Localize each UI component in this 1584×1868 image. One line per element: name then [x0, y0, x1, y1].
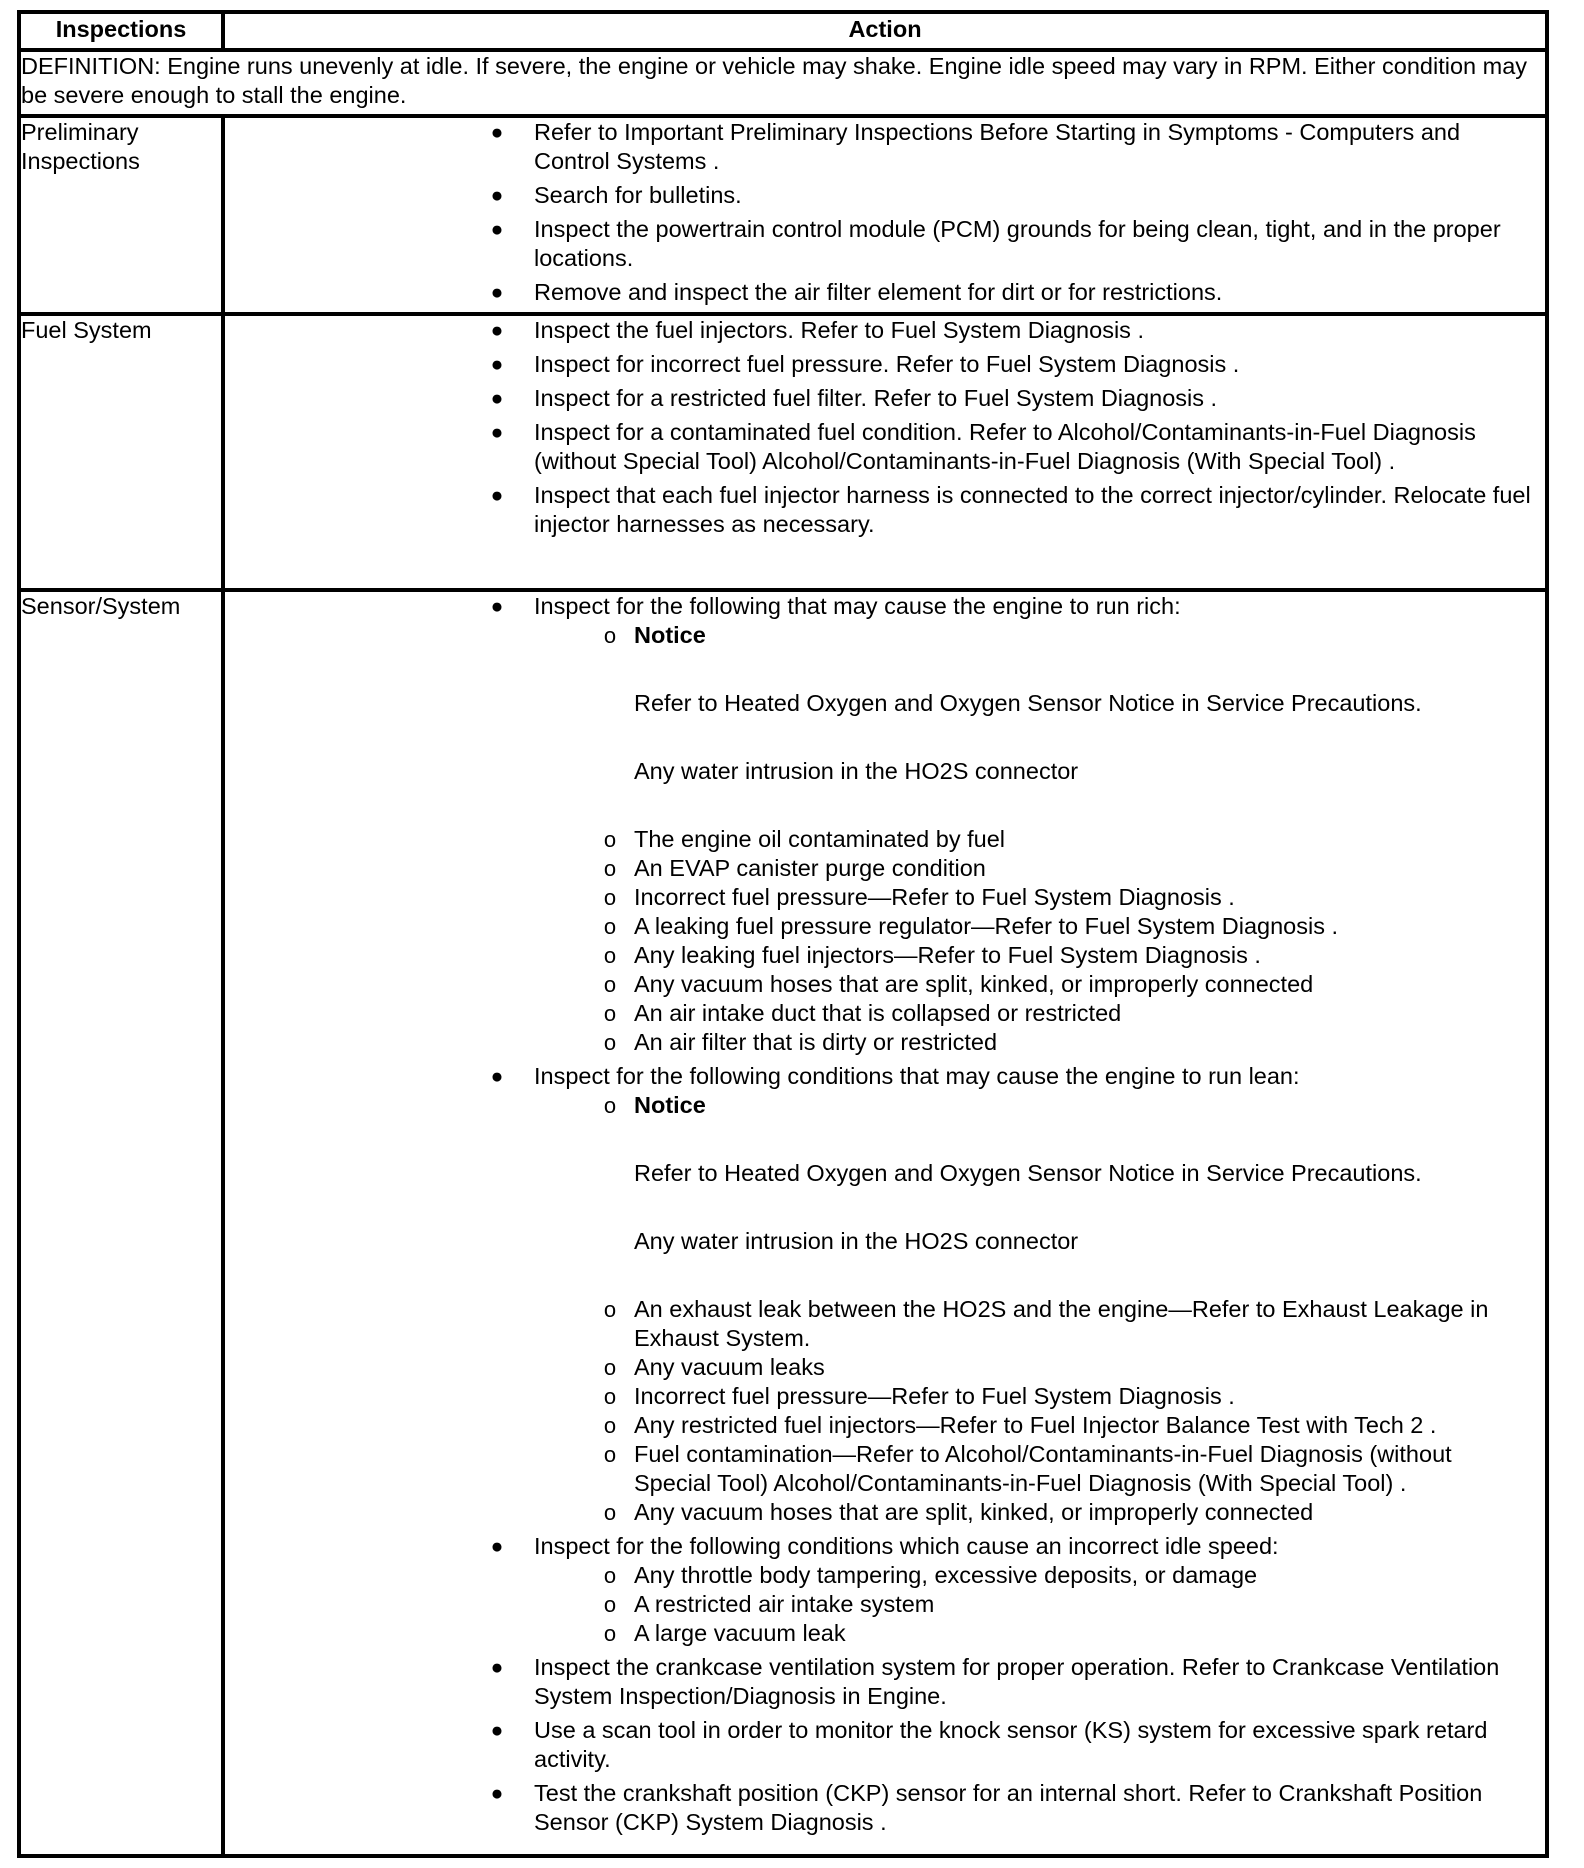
sub-bullet-icon: o — [603, 1442, 617, 1467]
sub-list-item: o Any vacuum hoses that are split, kinked, or improperly connected — [225, 970, 1537, 999]
action-cell — [223, 590, 1547, 1856]
sub-list — [534, 1561, 1537, 1648]
sub-list-item: o Any vacuum hoses that are split, kinked, or improperly connected — [225, 1498, 1537, 1527]
sub-bullet-icon: o — [603, 972, 617, 997]
row-label: Sensor/System — [19, 590, 223, 1856]
list-item: ● Inspect that each fuel injector harness is connected to the correct injector/cylinder. Relocate fuel injector harnesses as necessary. — [225, 481, 1545, 539]
bullet-list — [225, 592, 1545, 1837]
sub-bullet-icon: o — [603, 1592, 617, 1617]
sub-bullet-icon: o — [603, 1355, 617, 1380]
notice-title: Notice — [634, 1092, 706, 1118]
definition-row — [19, 50, 1547, 116]
bullet-icon: ● — [490, 1535, 504, 1558]
list-item: ● Remove and inspect the air filter element for dirt or for restrictions. — [225, 278, 1545, 307]
notice-text: Refer to Heated Oxygen and Oxygen Sensor Notice in Service Precautions. — [634, 1160, 1422, 1186]
header-row — [19, 12, 1547, 50]
bullet-icon: ● — [490, 595, 504, 618]
definition-text: DEFINITION: Engine runs unevenly at idle. If severe, the engine or vehicle may shake. Engine idle speed may vary in RPM. Either condition may be severe enough to stall the engine. — [19, 50, 1547, 116]
bullet-icon: ● — [490, 184, 504, 207]
list-item: ● Inspect for a contaminated fuel condition. Refer to Alcohol/Contaminants-in-Fuel Diagnosis (without Special Tool) Alcohol/Contaminants-in-Fuel Diagnosis (With Special Tool) . — [225, 418, 1545, 476]
sub-bullet-icon: o — [603, 885, 617, 910]
bullet-icon: ● — [490, 1656, 504, 1679]
list-item: ● Search for bulletins. — [225, 181, 1545, 210]
sub-bullet-icon: o — [603, 1621, 617, 1646]
action-cell — [223, 116, 1547, 314]
list-item: ● Inspect the powertrain control module (PCM) grounds for being clean, tight, and in the proper locations. — [225, 215, 1545, 273]
sub-list-item: o A leaking fuel pressure regulator—Refer to Fuel System Diagnosis . — [225, 912, 1537, 941]
sub-list-item: o An exhaust leak between the HO2S and the engine—Refer to Exhaust Leakage in Exhaust System. — [225, 1295, 1537, 1353]
row-label: Preliminary Inspections — [19, 116, 223, 314]
action-cell — [223, 314, 1547, 590]
bullet-icon: ● — [490, 319, 504, 342]
sub-bullet-icon: o — [603, 1563, 617, 1588]
sub-bullet-icon: o — [603, 1500, 617, 1525]
bullet-icon: ● — [490, 281, 504, 304]
sub-list-item: o A restricted air intake system — [225, 1590, 1537, 1619]
list-item: ● Inspect the crankcase ventilation system for proper operation. Refer to Crankcase Ventilation System Inspection/Diagnosis in Engine. — [225, 1653, 1545, 1711]
diagnostic-table — [17, 10, 1549, 1858]
list-item: ● Test the crankshaft position (CKP) sensor for an internal short. Refer to Crankshaft Position Sensor (CKP) System Diagnosis . — [225, 1779, 1545, 1837]
bullet-icon: ● — [490, 484, 504, 507]
sub-bullet-icon: o — [603, 1030, 617, 1055]
sub-bullet-icon: o — [603, 1384, 617, 1409]
sub-list-item: o An air filter that is dirty or restricted — [225, 1028, 1537, 1057]
list-item-idle: ● Inspect for the following conditions which cause an incorrect idle speed: o Any throttle body tampering, excessive deposits, or damage o A restricted air intake system o A large vacuum leak — [225, 1532, 1545, 1648]
sub-list-item: o Incorrect fuel pressure—Refer to Fuel System Diagnosis . — [225, 883, 1537, 912]
sub-list — [534, 1091, 1537, 1527]
list-item: ● Use a scan tool in order to monitor the knock sensor (KS) system for excessive spark retard activity. — [225, 1716, 1545, 1774]
bullet-icon: ● — [490, 121, 504, 144]
bullet-icon: ● — [490, 218, 504, 241]
sub-list-item: o Incorrect fuel pressure—Refer to Fuel System Diagnosis . — [225, 1382, 1537, 1411]
table-row-sensor-system — [19, 590, 1547, 1856]
bullet-list — [225, 118, 1545, 307]
notice-detail: Any water intrusion in the HO2S connector — [634, 1228, 1079, 1254]
bullet-icon: ● — [490, 1782, 504, 1805]
list-item: ● Refer to Important Preliminary Inspections Before Starting in Symptoms - Computers and Control Systems . — [225, 118, 1545, 176]
list-item-rich: ● Inspect for the following that may cause the engine to run rich: o Notice Refer to Heated Oxygen and Oxygen Sensor Notice in Service Precautions. Any water intrusion in the HO2S connector o The engine oil contaminated by fuel o An EVAP canister purge condition o Incorrect fuel pressure—Refer to Fuel System Diagnosis . o A leaking fuel pressure regulator—Refer to Fuel System Diagnosis . o Any leaking fuel injectors—Refer to Fuel System Diagnosis . o Any vacuum hoses that are split, kinked, or improperly connected o An air intake duct that is collapsed or restricted o An air filter that is dirty or restricted — [225, 592, 1545, 1057]
list-item: ● Inspect for a restricted fuel filter. Refer to Fuel System Diagnosis . — [225, 384, 1545, 413]
sub-bullet-icon: o — [603, 914, 617, 939]
sub-list-item: o An EVAP canister purge condition — [225, 854, 1537, 883]
list-item: ● Inspect the fuel injectors. Refer to Fuel System Diagnosis . — [225, 316, 1545, 345]
notice-item — [225, 1091, 1537, 1295]
sub-bullet-icon: o — [603, 856, 617, 881]
sub-list — [534, 621, 1537, 1057]
sub-list-item: o A large vacuum leak — [225, 1619, 1537, 1648]
sub-bullet-icon: o — [603, 1001, 617, 1026]
sub-bullet-icon: o — [603, 623, 617, 648]
sub-list-item: o Any leaking fuel injectors—Refer to Fuel System Diagnosis . — [225, 941, 1537, 970]
sub-bullet-icon: o — [603, 827, 617, 852]
notice-title: Notice — [634, 622, 706, 648]
sub-bullet-icon: o — [603, 943, 617, 968]
sub-bullet-icon: o — [603, 1093, 617, 1118]
sub-list-item: o The engine oil contaminated by fuel — [225, 825, 1537, 854]
table-row-preliminary — [19, 116, 1547, 314]
notice-text: Refer to Heated Oxygen and Oxygen Sensor Notice in Service Precautions. — [634, 690, 1422, 716]
sub-bullet-icon: o — [603, 1413, 617, 1438]
bullet-icon: ● — [490, 1719, 504, 1742]
bullet-icon: ● — [490, 1065, 504, 1088]
bullet-icon: ● — [490, 353, 504, 376]
sub-list-item: o Any vacuum leaks — [225, 1353, 1537, 1382]
row-label: Fuel System — [19, 314, 223, 590]
sub-bullet-icon: o — [603, 1297, 617, 1322]
sub-list-item: o An air intake duct that is collapsed or restricted — [225, 999, 1537, 1028]
sub-list-item: o Any throttle body tampering, excessive deposits, or damage — [225, 1561, 1537, 1590]
list-item-lean: ● Inspect for the following conditions that may cause the engine to run lean: o Notice Refer to Heated Oxygen and Oxygen Sensor Notice in Service Precautions. Any water intrusion in the HO2S connector o An exhaust leak between the HO2S and the engine—Refer to Exhaust Leakage in Exhaust System. o Any vacuum leaks o Incorrect fuel pressure—Refer to Fuel System Diagnosis . o Any restricted fuel injectors—Refer to Fuel Injector Balance Test with Tech 2 . o Fuel contamination—Refer to Alcohol/Contaminants-in-Fuel Diagnosis (without Special Tool) Alcohol/Contaminants-in-Fuel Diagnosis (With Special Tool) . o Any vacuum hoses that are split, kinked, or improperly connected — [225, 1062, 1545, 1527]
table-row-fuel-system — [19, 314, 1547, 590]
sub-list-item: o Fuel contamination—Refer to Alcohol/Contaminants-in-Fuel Diagnosis (without Special Tool) Alcohol/Contaminants-in-Fuel Diagnosis (With Special Tool) . — [225, 1440, 1537, 1498]
header-action: Action — [223, 12, 1547, 50]
bullet-list — [225, 316, 1545, 539]
sub-list-item: o Any restricted fuel injectors—Refer to Fuel Injector Balance Test with Tech 2 . — [225, 1411, 1537, 1440]
bullet-icon: ● — [490, 421, 504, 444]
notice-item — [225, 621, 1537, 825]
list-item: ● Inspect for incorrect fuel pressure. Refer to Fuel System Diagnosis . — [225, 350, 1545, 379]
notice-detail: Any water intrusion in the HO2S connector — [634, 758, 1079, 784]
header-inspections: Inspections — [19, 12, 223, 50]
bullet-icon: ● — [490, 387, 504, 410]
